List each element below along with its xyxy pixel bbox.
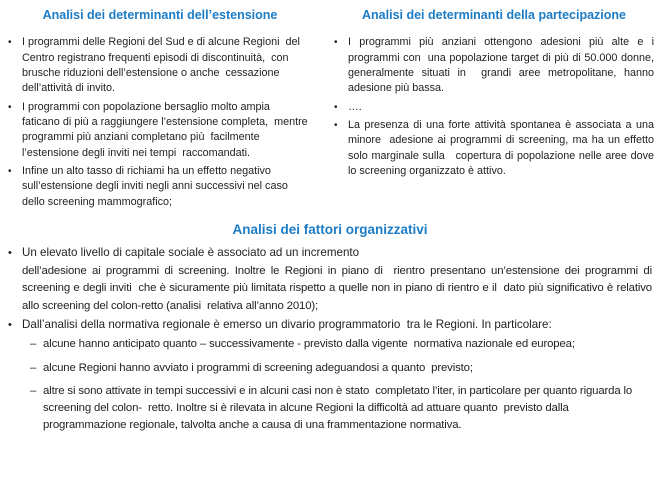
participation-column-title: Analisi dei determinanti della partecipazione [362, 8, 626, 22]
list-item [334, 118, 657, 179]
list-item [30, 336, 652, 353]
list-item [30, 383, 652, 434]
extension-determinants-column [6, 6, 322, 213]
list-item [8, 317, 652, 440]
sub-bullet-text: altre si sono attivate in tempi successivi e in alcuni casi non è stato completato l’iter, in particolare per quanto riguarda lo screening del colon- retto. Inoltre si è rilevata in alcune Regioni la difficoltà ad attuare quanto previsto dalla programmazione regionale, talvolta anche a causa di una frammentazione normativa. [43, 384, 636, 431]
bullet-text: …. [348, 100, 362, 113]
organizational-factors-section [6, 245, 654, 440]
dash-bullet-icon: – [30, 338, 37, 351]
bullet-text: Infine un alto tasso di richiami ha un effetto negativo sull’estensione degli inviti negli anni successivi nel caso dello screening mammografico; [22, 165, 294, 208]
sub-bullet-list [30, 336, 652, 434]
bullet-icon: • [334, 120, 338, 132]
bullet-text: I programmi con popolazione bersaglio molto ampia faticano di più a raggiungere l’estensione completa, mentre programmi più anziani completano più facilmente l’estensione degli inviti nei tempi raccomandati. [22, 100, 311, 159]
dash-bullet-icon: – [30, 361, 37, 374]
participation-determinants-column [322, 6, 657, 213]
bullet-text: Dall’analisi della normativa regionale è emerso un divario programmatorio tra le Regioni. In particolare: [22, 317, 552, 331]
dash-bullet-icon: – [30, 384, 37, 397]
list-item [8, 100, 312, 161]
bullet-icon: • [8, 101, 12, 113]
top-columns [6, 6, 657, 213]
bullet-icon: • [8, 246, 12, 259]
bullet-text: I programmi delle Regioni del Sud e di alcune Regioni del Centro registrano frequenti episodi di discontinuità, con brusche riduzioni dell’estensione o anche cessazione dell’attività di invito. [22, 36, 303, 95]
list-item [334, 35, 657, 96]
list-item [8, 164, 312, 210]
list-item [8, 245, 656, 315]
bullet-text: I programmi più anziani ottengono adesioni più alte e i programmi con una popolazione target di più di 50.000 donne, generalmente situati in grandi aree metropolitane, hanno adesione più bassa. [348, 36, 657, 95]
bullet-body [22, 245, 656, 315]
sub-bullet-text: alcune Regioni hanno avviato i programmi di screening adeguandosi a quanto previsto; [43, 361, 473, 374]
extension-column-title: Analisi dei determinanti dell’estensione [42, 8, 278, 22]
bullet-icon: • [8, 37, 12, 49]
bullet-continuation-text: dell’adesione ai programmi di screening. Inoltre le Regioni in piano di rientro presentano un’estensione dei programmi di screening e degli inviti che è sicuramente più limitata rispetto a quelle non in piano di rientro e il dato più significativo è relativo allo screening del colon-retto (analisi relativa all’anno 2010); [22, 265, 656, 312]
sub-bullet-text: alcune hanno anticipato quanto – successivamente - previsto dalla vigente normativa nazionale ed europea; [43, 338, 575, 351]
participation-bullet-list [334, 35, 657, 179]
bullet-icon: • [334, 37, 338, 49]
list-item [8, 35, 312, 96]
list-item [334, 100, 654, 115]
organizational-factors-title: Analisi dei fattori organizzativi [232, 221, 428, 237]
list-item [30, 360, 652, 377]
bullet-icon: • [8, 166, 12, 177]
bullet-body [22, 317, 652, 440]
bullet-icon: • [334, 101, 338, 113]
extension-bullet-list [8, 35, 312, 210]
bullet-icon: • [8, 318, 12, 331]
bullet-text: La presenza di una forte attività spontanea è associata a una minore adesione ai programmi di screening, ma ha un effetto solo marginale sulla copertura di popolazione nelle aree dove lo screening organizzato è attivo. [348, 119, 657, 177]
bullet-text: Un elevato livello di capitale sociale è associato ad un incremento [22, 245, 360, 259]
